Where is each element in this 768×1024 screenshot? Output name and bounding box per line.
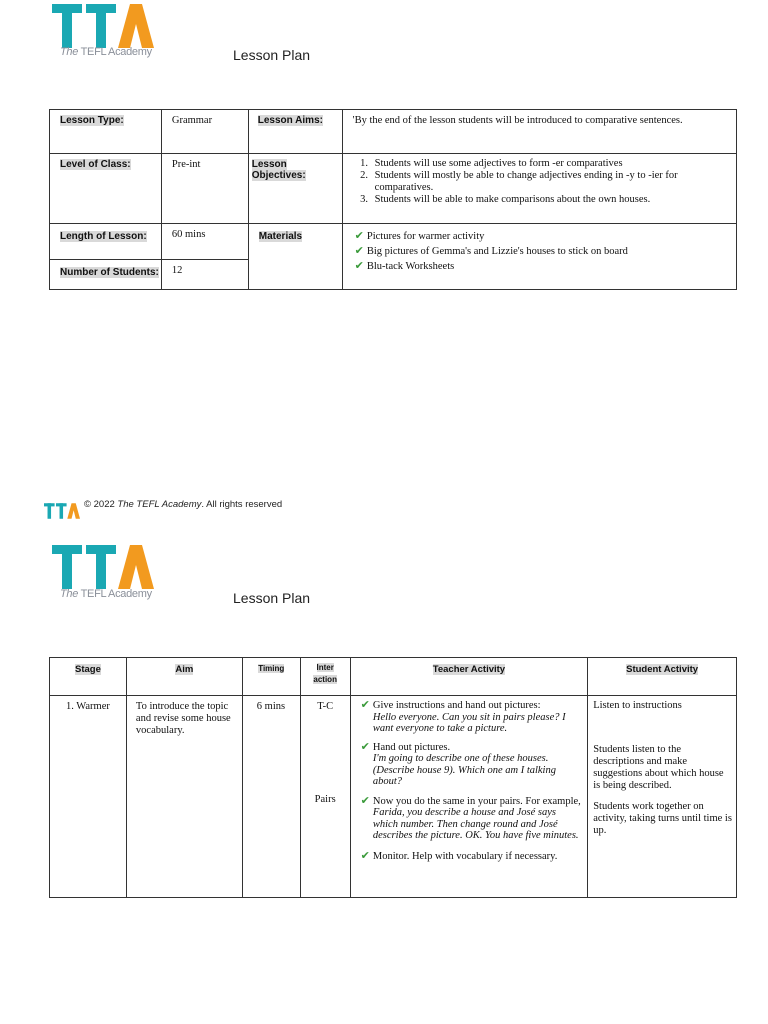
tta-small-logo-icon <box>44 502 80 520</box>
lesson-type-label: Lesson Type: <box>50 110 162 154</box>
teacher-step: ✔ Give instructions and hand out pictures: Hello everyone. Can you sit in pairs please? I want everyone to take a picture. <box>360 699 566 734</box>
header-student-activity: Student Activity <box>588 658 737 696</box>
material-item: ✔ Pictures for warmer activity <box>354 230 485 242</box>
page-title: Lesson Plan <box>233 47 311 63</box>
objective-item: 2. Students will mostly be able to change adjectives ending in -y to -ier for comparatives. <box>371 170 736 194</box>
objective-item: 3. Students will be able to make comparisons about the own houses. <box>371 194 736 206</box>
checkmark-icon: ✔ <box>360 699 370 711</box>
level-value: Pre-int <box>161 154 248 224</box>
checkmark-icon: ✔ <box>360 794 370 807</box>
logo <box>52 4 162 62</box>
page-title: Lesson Plan <box>233 590 311 606</box>
header-teacher-activity: Teacher Activity <box>350 658 588 696</box>
lesson-type-value: Grammar <box>161 110 248 154</box>
student-step: Students work together on activity, taking turns until time is up. <box>593 801 732 836</box>
checkmark-icon: ✔ <box>360 849 370 862</box>
length-value: 60 mins <box>161 224 248 260</box>
materials-list <box>342 224 736 290</box>
interaction-cell <box>300 696 350 898</box>
header-interaction: Inter action <box>300 658 350 696</box>
logo <box>52 545 162 603</box>
checkmark-icon: ✔ <box>354 230 364 242</box>
students-value: 12 <box>161 260 248 290</box>
student-activity-cell <box>588 696 737 898</box>
materials-label: Materials <box>248 224 342 290</box>
level-label: Level of Class: <box>50 154 162 224</box>
header-timing: Timing <box>242 658 300 696</box>
checkmark-icon: ✔ <box>360 740 370 753</box>
material-item: ✔ Big pictures of Gemma's and Lizzie's houses to stick on board <box>354 245 628 257</box>
objectives-label: Lesson Objectives: <box>248 154 342 224</box>
length-label: Length of Lesson: <box>50 224 162 260</box>
logo-caption: TEFL Academy <box>80 46 152 58</box>
interaction-tc: T-C <box>317 701 334 712</box>
student-step: Students listen to the descriptions and make suggestions about which house is being described. <box>593 744 724 791</box>
aim-cell: To introduce the topic and revise some house vocabulary. <box>126 696 242 898</box>
teacher-activity-cell <box>350 696 588 898</box>
student-step: Listen to instructions <box>593 700 682 711</box>
teacher-step: ✔ Hand out pictures. I'm going to describe one of these houses. (Describe house 9). Which one am I talking about? <box>360 740 556 787</box>
logo-caption-prefix: The <box>60 588 79 600</box>
stage-cell: 1. Warmer <box>50 696 127 898</box>
logo-caption-prefix: The <box>60 46 79 58</box>
header-stage: Stage <box>50 658 127 696</box>
logo-caption: TEFL Academy <box>80 588 152 600</box>
objectives-list <box>342 154 736 224</box>
lesson-aims-value: 'By the end of the lesson students will be introduced to comparative sentences. <box>342 110 736 154</box>
header-aim: Aim <box>126 658 242 696</box>
teacher-step: ✔ Monitor. Help with vocabulary if necessary. <box>360 849 558 862</box>
material-item: ✔ Blu-tack Worksheets <box>354 260 455 272</box>
lesson-aims-label: Lesson Aims: <box>248 110 342 154</box>
tta-logo-icon <box>52 545 154 589</box>
lesson-info-table <box>49 109 737 290</box>
checkmark-icon: ✔ <box>354 260 364 272</box>
objective-item: 1. Students will use some adjectives to form -er comparatives <box>371 158 736 170</box>
copyright-text: © 2022 The TEFL Academy. All rights reserved <box>84 499 283 510</box>
timing-cell: 6 mins <box>242 696 300 898</box>
tta-logo-icon <box>52 4 154 48</box>
interaction-pairs: Pairs <box>314 794 336 805</box>
checkmark-icon: ✔ <box>354 245 364 257</box>
students-label: Number of Students: <box>50 260 162 290</box>
teacher-step: ✔ Now you do the same in your pairs. For example, Farida, you describe a house and José says which number. Then change round and José describes the picture. OK. You have five minutes. <box>360 794 581 841</box>
procedure-table <box>49 657 737 898</box>
